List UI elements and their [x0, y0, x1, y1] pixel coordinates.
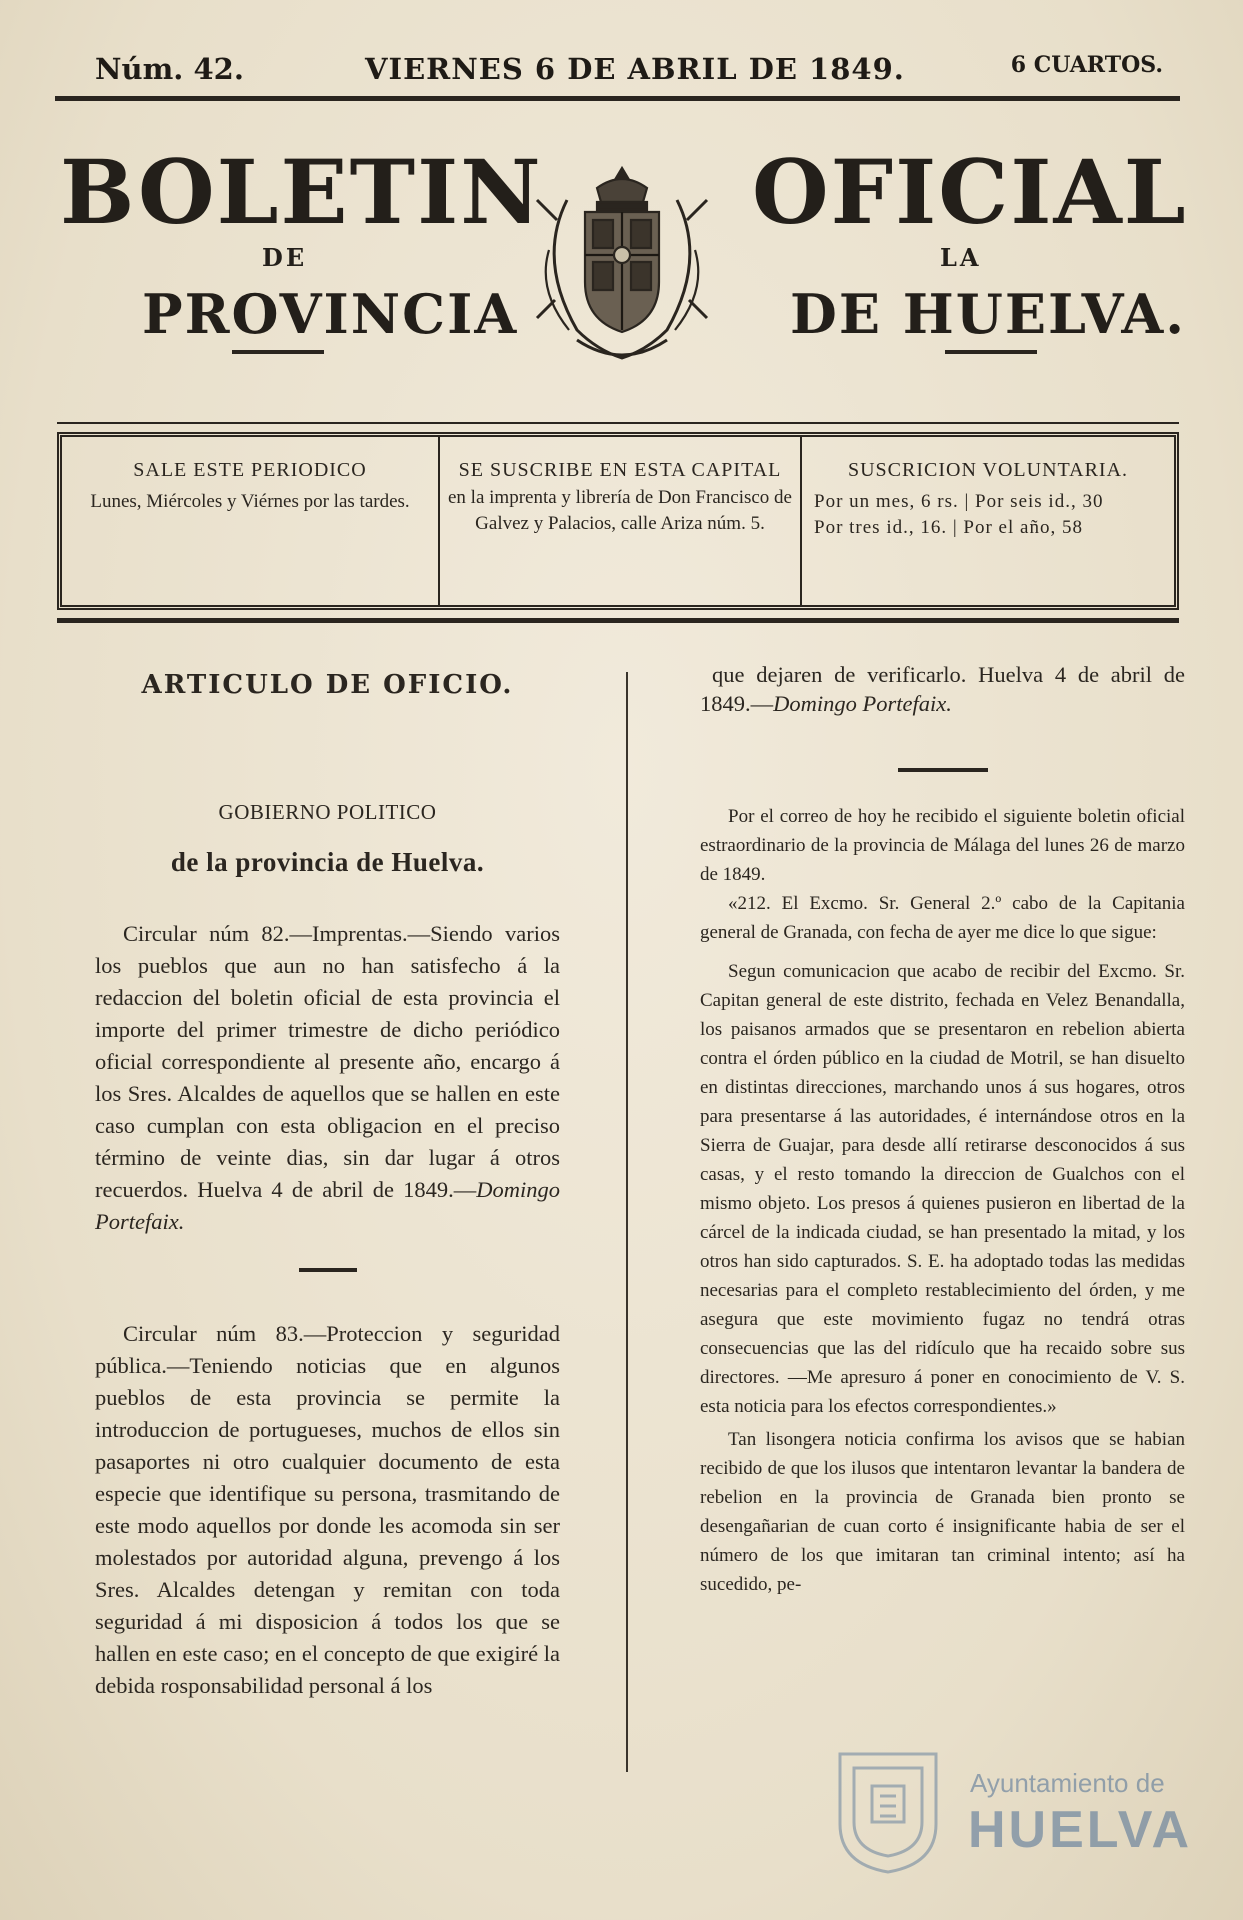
title-oficial: OFICIAL: [752, 140, 1188, 244]
item-212: «212. El Excmo. Sr. General 2.º cabo de la Capitania general de Granada, con fecha de ayer me dice lo que sigue:: [700, 893, 1185, 943]
subscribe-text: en la imprenta y librería de Don Francisco de Galvez y Palacios, calle Ariza núm. 5.: [448, 487, 792, 534]
right-divider: [898, 768, 988, 772]
quoted-report: Segun comunicacion que acabo de recibir del Excmo. Sr. Capitan general de este distrito, fechada en Velez Benandalla, los paisanos armados que se presentaron en rebelion abierta contra el órden público en la ciudad de Motril, se han disuelto en distintas direcciones, marchando unos á sus hogares, otros para presentarse á las autoridades, é internándose otros en la Sierra de Guajar, para desde allí retirarse desconocidos á sus casas, y el resto tomando la direccion de Gualchos con el mismo objeto. Los presos á quienes pusieron en libertad de la cárcel de la indicada ciudad, se han presentado la mitad, y los otros han sido capturados. S. E. ha adoptado todas las medidas necesarias para el completo restablecimiento del órden, y me asegura que este movimiento fugaz no tendrá otras consecuencias que las del ridículo que ha recaido sobre sus directores. —Me apresuro á poner en conocimiento de V. S. esta noticia para los efectos correspondientes.»: [700, 961, 1185, 1417]
circular-82-signature: Domingo Portefaix.: [95, 1177, 560, 1234]
coat-of-arms-icon: [527, 160, 717, 365]
continuation-text: que dejaren de verificarlo. Huelva 4 de abril de 1849.—: [700, 662, 1185, 716]
issue-date: VIERNES 6 DE ABRIL DE 1849.: [365, 52, 905, 86]
masthead-rule: [55, 96, 1180, 101]
circular-83: Circular núm 83.—Proteccion y seguridad pública.—Teniendo noticias que en algunos pueblos de esta provincia se permite la introduccion de portugueses, muchos de ellos sin pasaportes ni otro cualquier documento de esta especie que identifique su persona, trasmitando de este modo aquellos por donde les acomoda sin ser molestados por autoridad alguna, prevengo á los Sres. Alcaldes detengan y remitan con toda seguridad á mi disposicion á todos los que se hallen en este caso; en el concepto de que exigiré la debida rosponsabilidad personal á los: [95, 1321, 560, 1698]
title-rule-right: [945, 350, 1037, 354]
watermark-line-1: Ayuntamiento de: [970, 1768, 1165, 1798]
section-title: ARTICULO DE OFICIO.: [141, 670, 514, 700]
rates-column: [802, 437, 1174, 605]
continuation-signature: Domingo Portefaix.: [773, 691, 952, 716]
circular-82: [95, 918, 560, 1238]
rate-line-1: Por un mes, 6 rs. | Por seis id., 30: [814, 491, 1104, 512]
box-top-rule: [57, 422, 1179, 424]
province-heading: de la provincia de Huelva.: [170, 847, 485, 877]
title-rule-left: [232, 350, 324, 354]
issue-price: 6 CUARTOS.: [1010, 52, 1163, 78]
continuation-paragraph: [700, 660, 1185, 718]
title-de-huelva: DE HUELVA.: [790, 282, 1187, 346]
malaga-intro: Por el correo de hoy he recibido el siguiente boletin oficial estraordinario de la provincia de Málaga del lunes 26 de marzo de 1849.: [700, 806, 1185, 885]
right-column: [700, 660, 1185, 1599]
box-bottom-rule: [57, 618, 1179, 623]
left-column: [95, 668, 560, 1702]
issue-number: Núm. 42.: [95, 52, 244, 86]
rates-header: SUSCRICION VOLUNTARIA.: [847, 459, 1129, 481]
subscribe-column: [440, 437, 802, 605]
subscription-box: [57, 432, 1179, 610]
ayuntamiento-shield-icon: [832, 1746, 944, 1876]
title-provincia: PROVINCIA: [142, 282, 519, 346]
watermark-line-2: HUELVA: [968, 1801, 1193, 1859]
schedule-column: [62, 437, 440, 605]
title-la: LA: [940, 243, 982, 272]
office-heading: GOBIERNO POLITICO: [218, 800, 437, 824]
column-divider: [626, 672, 628, 1772]
schedule-header: SALE ESTE PERIODICO: [133, 459, 367, 481]
schedule-text: Lunes, Miércoles y Viérnes por las tardes.: [90, 491, 410, 512]
title-de: DE: [262, 243, 308, 272]
rate-line-2: Por tres id., 16. | Por el año, 58: [814, 517, 1083, 538]
masthead-line: [55, 52, 1163, 88]
closing-paragraph: Tan lisongera noticia confirma los avisos que se habian recibido de que los ilusos que intentaron levantar la bandera de rebelion en la provincia de Granada bien pronto se desengañarian de cuan corto é insignificante habia de ser el número de los que imitaran tan criminal intento; así ha sucedido, pe-: [700, 1429, 1185, 1595]
section-divider: [299, 1268, 357, 1272]
title-boletin: BOLETIN: [60, 140, 543, 244]
circular-82-text: Circular núm 82.—Imprentas.—Siendo varios los pueblos que aun no han satisfecho á la redaccion del boletin oficial de esta provincia el importe del primer trimestre de dicho periódico oficial correspondiente al presente año, encargo á los Sres. Alcaldes de aquellos que se hallen en este caso cumplan con esta obligacion en el preciso término de veinte dias, sin dar lugar á otros recuerdos. Huelva 4 de abril de 1849.—: [95, 921, 560, 1202]
subscribe-header: SE SUSCRIBE EN ESTA CAPITAL: [458, 459, 782, 481]
